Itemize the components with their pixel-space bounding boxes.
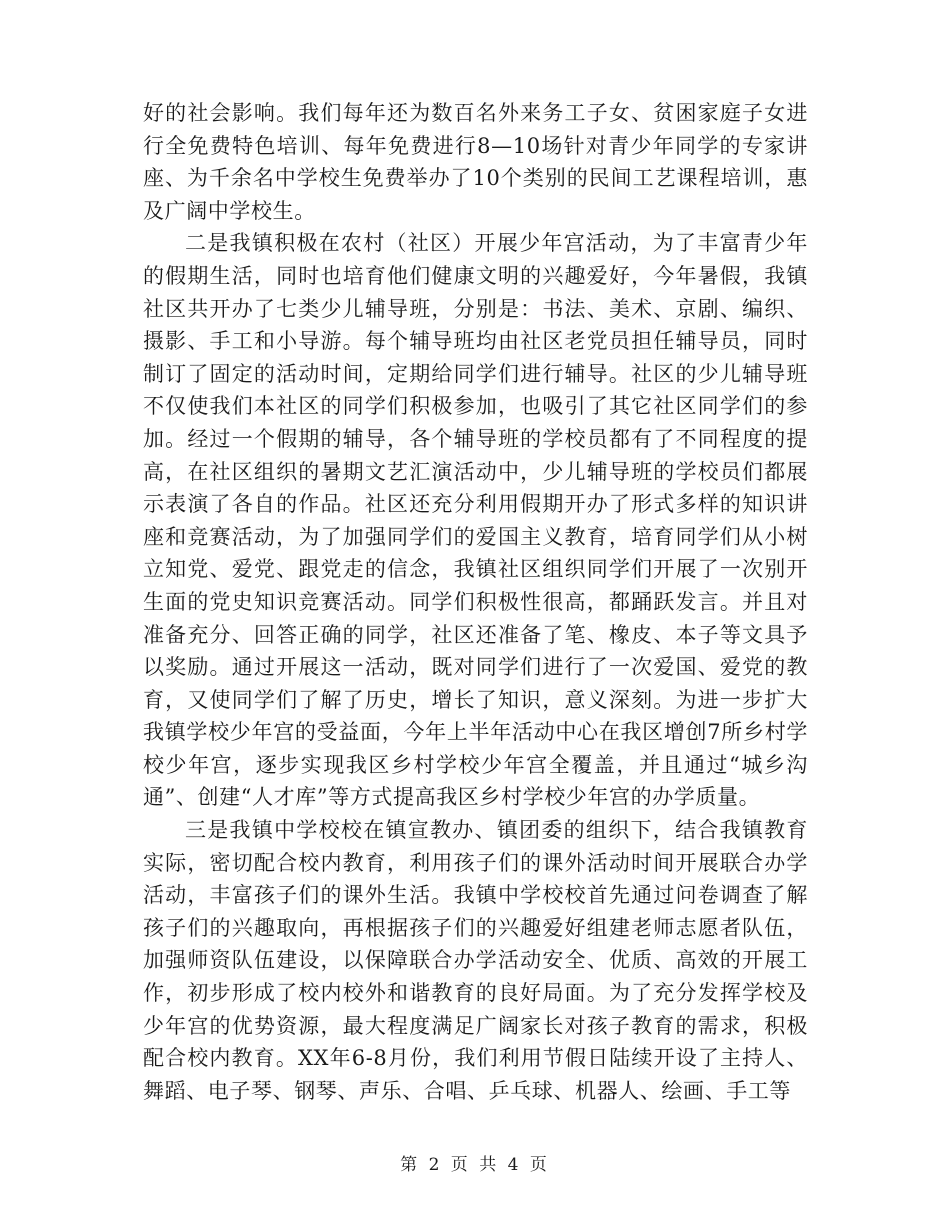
page-number-footer: 第 2 页 共 4 页 xyxy=(400,1155,550,1175)
paragraph-third-point: 三是我镇中学校校在镇宣教办、镇团委的组织下，结合我镇教育实际，密切配合校内教育，利用孩子们的课外活动时间开展联合办学活动，丰富孩子们的课外生活。我镇中学校校首先通过问卷调查了解孩子们的兴趣取向，再根据孩子们的兴趣爱好组建老师志愿者队伍，加强师资队伍建设，以保障联合办学活动安全、优质、高效的开展工作，初步形成了校内校外和谐教育的良好局面。为了充分发挥学校及少年宫的优势资源，最大程度满足广阔家长对孩子教育的需求，积极配合校内教育。XX年6-8月份，我们利用节假日陆续开设了主持人、舞蹈、电子琴、钢琴、声乐、合唱、乒乓球、机器人、绘画、手工等 xyxy=(143,818,808,1103)
paragraph-second-point: 二是我镇积极在农村（社区）开展少年宫活动，为了丰富青少年的假期生活，同时也培育他们健康文明的兴趣爱好，今年暑假，我镇社区共开办了七类少儿辅导班，分别是：书法、美术、京剧、编织、摄影、手工和小导游。每个辅导班均由社区老党员担任辅导员，同时制订了固定的活动时间，定期给同学们进行辅导。社区的少儿辅导班不仅使我们本社区的同学们积极参加，也吸引了其它社区同学们的参加。经过一个假期的辅导，各个辅导班的学校员都有了不同程度的提高，在社区组织的暑期文艺汇演活动中，少儿辅导班的学校员们都展示表演了各自的作品。社区还充分利用假期开办了形式多样的知识讲座和竞赛活动，为了加强同学们的爱国主义教育，培育同学们从小树立知党、爱党、跟党走的信念，我镇社区组织同学们开展了一次别开生面的党史知识竞赛活动。同学们积极性很高，都踊跃发言。并且对准备充分、回答正确的同学，社区还准备了笔、橡皮、本子等文具予以奖励。通过开展这一活动，既对同学们进行了一次爱国、爱党的教育，又使同学们了解了历史，增长了知识，意义深刻。为进一步扩大我镇学校少年宫的受益面，今年上半年活动中心在我区增创7所乡村学校少年宫，逐步实现我区乡村学校少年宫全覆盖，并且通过“城乡沟通”、创建“人才库”等方式提高我区乡村学校少年宫的办学质量。 xyxy=(143,231,808,810)
paragraph-continuation: 好的社会影响。我们每年还为数百名外来务工子女、贫困家庭子女进行全免费特色培训、每年免费进行8—10场针对青少年同学的专家讲座、为千余名中学校生免费举办了10个类别的民间工艺课程培训，惠及广阔中学校生。 xyxy=(143,101,808,223)
document-body xyxy=(143,97,808,1107)
